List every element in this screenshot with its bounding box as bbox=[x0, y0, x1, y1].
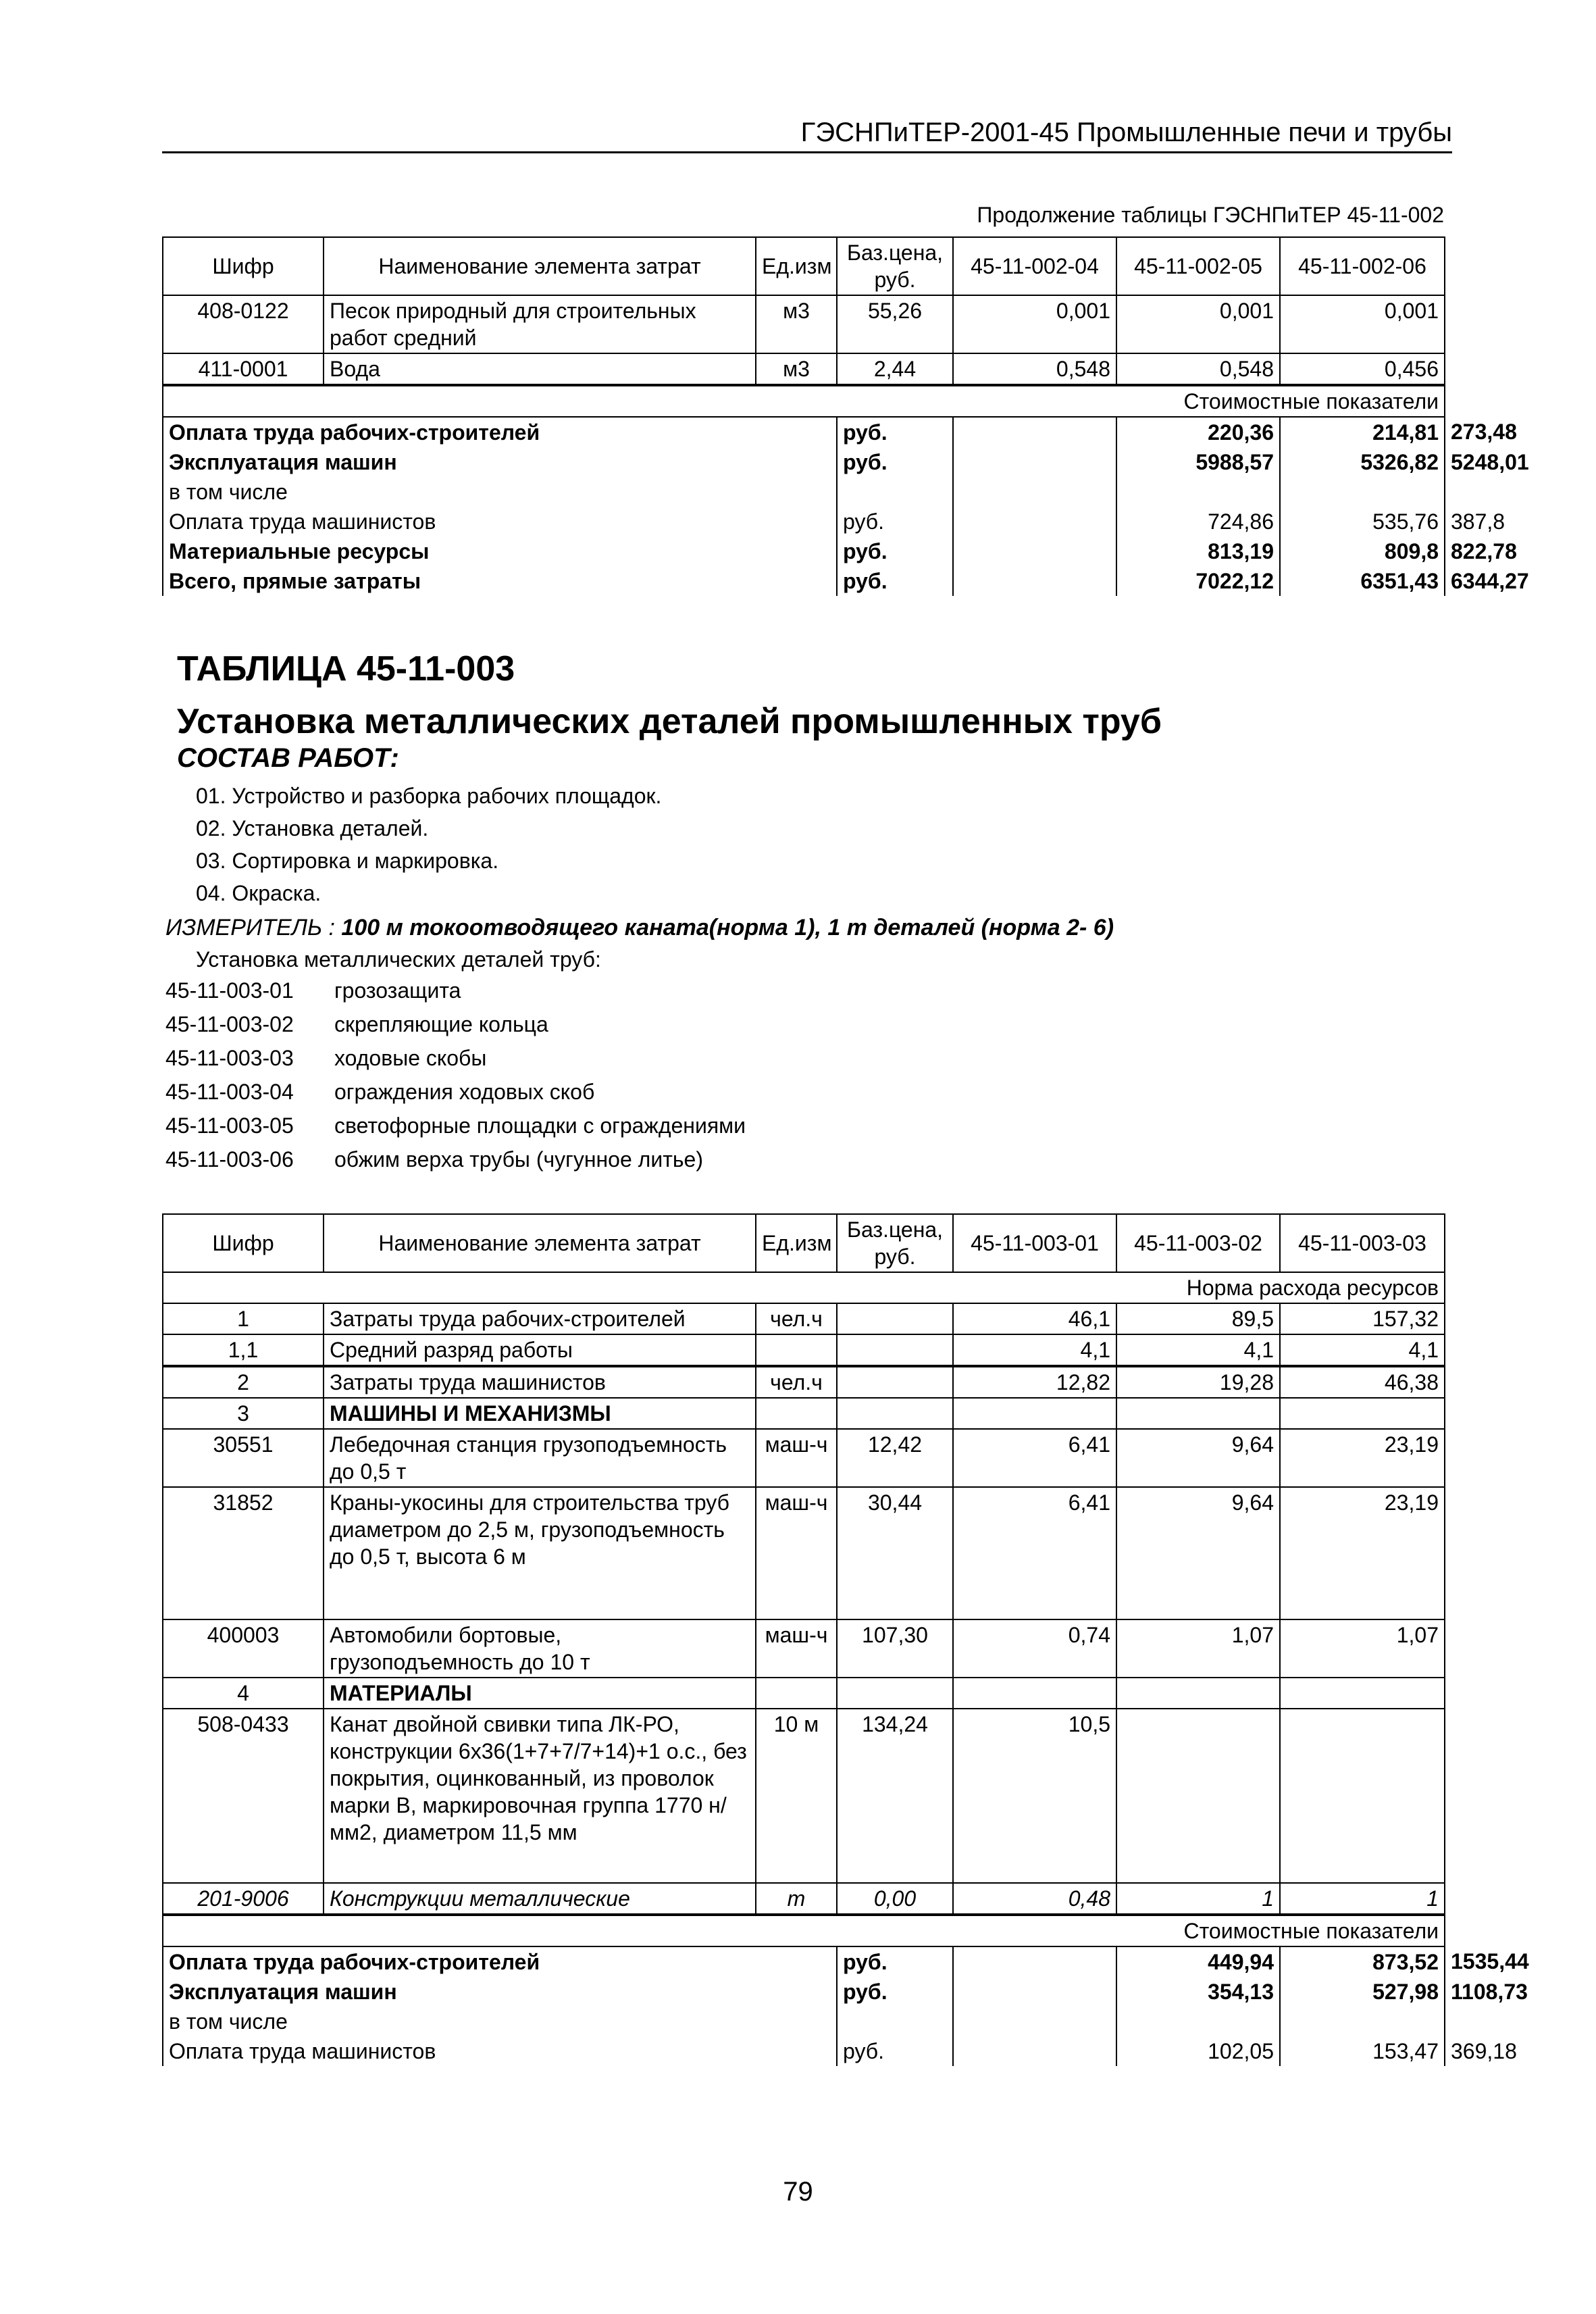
cost-unit: руб. bbox=[837, 507, 953, 536]
col-header-price: Баз.цена, руб. bbox=[837, 1214, 953, 1272]
cost-row: Материальные ресурсы руб. 813,19 809,8 822,78 bbox=[163, 536, 1445, 566]
row-code: 30551 bbox=[163, 1429, 324, 1487]
row-value: 6,41 bbox=[953, 1429, 1116, 1487]
col-header-price: Баз.цена, руб. bbox=[837, 237, 953, 295]
row-price bbox=[837, 1678, 953, 1709]
cost-value: 873,52 bbox=[1280, 1946, 1445, 1977]
row-unit: маш-ч bbox=[756, 1487, 837, 1619]
install-intro: Установка металлических деталей труб: bbox=[196, 947, 601, 972]
col-header-norm: 45-11-002-05 bbox=[1116, 237, 1280, 295]
row-code: 2 bbox=[163, 1366, 324, 1398]
row-value: 0,548 bbox=[953, 353, 1116, 385]
norm-code: 45-11-003-03 bbox=[165, 1046, 294, 1070]
row-code: 408-0122 bbox=[163, 295, 324, 353]
col-header-norm: 45-11-003-03 bbox=[1280, 1214, 1445, 1272]
norm-code-desc: обжим верха трубы (чугунное литье) bbox=[334, 1147, 703, 1172]
row-name: МАШИНЫ И МЕХАНИЗМЫ bbox=[324, 1398, 756, 1429]
row-unit: м3 bbox=[756, 295, 837, 353]
row-value: 89,5 bbox=[1116, 1303, 1280, 1334]
row-price: 55,26 bbox=[837, 295, 953, 353]
row-code: 31852 bbox=[163, 1487, 324, 1619]
cost-value: 527,98 bbox=[1280, 1977, 1445, 2007]
table-row bbox=[163, 353, 1445, 385]
row-price bbox=[837, 1303, 953, 1334]
norm-code: 45-11-003-04 bbox=[165, 1080, 294, 1104]
cost-unit: руб. bbox=[837, 2036, 953, 2066]
row-value bbox=[1116, 1398, 1280, 1429]
table-row bbox=[163, 1334, 1445, 1366]
row-value bbox=[1116, 1678, 1280, 1709]
row-unit: т bbox=[756, 1883, 837, 1915]
row-name: Конструкции металлические bbox=[324, 1883, 756, 1915]
cost-section-title: Стоимостные показатели bbox=[163, 385, 1445, 417]
norm-code-desc: грозозащита bbox=[334, 978, 461, 1003]
cost-empty bbox=[953, 2007, 1116, 2036]
cost-value: 809,8 bbox=[1280, 536, 1445, 566]
cost-empty bbox=[953, 566, 1116, 596]
row-value: 12,82 bbox=[953, 1366, 1116, 1398]
cost-value: 813,19 bbox=[1116, 536, 1280, 566]
row-unit: 10 м bbox=[756, 1709, 837, 1883]
row-code: 4 bbox=[163, 1678, 324, 1709]
cost-empty bbox=[953, 417, 1116, 447]
cost-value: 153,47 bbox=[1280, 2036, 1445, 2066]
cost-value: 220,36 bbox=[1116, 417, 1280, 447]
table-row bbox=[163, 1619, 1445, 1678]
table-row bbox=[163, 1487, 1445, 1619]
table-row bbox=[163, 1883, 1445, 1915]
table-number-title: ТАБЛИЦА 45-11-003 bbox=[177, 649, 515, 688]
row-price: 30,44 bbox=[837, 1487, 953, 1619]
cost-row: Эксплуатация машин руб. 354,13 527,98 1108,73 bbox=[163, 1977, 1445, 2007]
col-header-name: Наименование элемента затрат bbox=[324, 237, 756, 295]
row-code: 400003 bbox=[163, 1619, 324, 1678]
row-price: 107,30 bbox=[837, 1619, 953, 1678]
measure-line bbox=[165, 915, 1114, 941]
row-value: 0,001 bbox=[953, 295, 1116, 353]
row-price: 12,42 bbox=[837, 1429, 953, 1487]
row-value: 4,1 bbox=[1280, 1334, 1445, 1366]
norm-code-desc: скрепляющие кольца bbox=[334, 1012, 548, 1036]
norm-code: 45-11-003-02 bbox=[165, 1012, 294, 1036]
cost-label: Эксплуатация машин bbox=[163, 1977, 837, 2007]
cost-unit: руб. bbox=[837, 1977, 953, 2007]
row-price bbox=[837, 1334, 953, 1366]
cost-row: Эксплуатация машин руб. 5988,57 5326,82 5248,01 bbox=[163, 447, 1445, 477]
norm-code-item bbox=[165, 1113, 746, 1147]
cost-row: Оплата труда рабочих-строителей руб. 449,94 873,52 1535,44 bbox=[163, 1946, 1445, 1977]
row-unit: маш-ч bbox=[756, 1619, 837, 1678]
row-price bbox=[837, 1366, 953, 1398]
col-header-norm: 45-11-003-02 bbox=[1116, 1214, 1280, 1272]
row-value bbox=[1280, 1398, 1445, 1429]
cost-label: Оплата труда машинистов bbox=[163, 507, 837, 536]
norm-code: 45-11-003-01 bbox=[165, 978, 294, 1003]
row-code: 1,1 bbox=[163, 1334, 324, 1366]
cost-value: 724,86 bbox=[1116, 507, 1280, 536]
norm-code-list bbox=[165, 978, 746, 1181]
cost-row: Оплата труда машинистов руб. 724,86 535,76 387,8 bbox=[163, 507, 1445, 536]
row-value bbox=[1280, 1709, 1445, 1883]
row-name: Лебедочная станция грузоподъемность до 0,5 т bbox=[324, 1429, 756, 1487]
row-name: Канат двойной свивки типа ЛК-РО, конструкции 6х36(1+7+7/7+14)+1 о.с., без покрытия, оцинкованный, из проволок марки В, маркировочная группа 1770 н/мм2, диаметром 11,5 мм bbox=[324, 1709, 756, 1883]
col-header-norm: 45-11-003-01 bbox=[953, 1214, 1116, 1272]
table-row bbox=[163, 1303, 1445, 1334]
cost-value bbox=[1280, 477, 1445, 507]
row-code: 3 bbox=[163, 1398, 324, 1429]
row-value: 9,64 bbox=[1116, 1429, 1280, 1487]
cost-section-title: Стоимостные показатели bbox=[163, 1915, 1445, 1946]
cost-unit: руб. bbox=[837, 1946, 953, 1977]
cost-unit: руб. bbox=[837, 417, 953, 447]
norm-code-desc: ходовые скобы bbox=[334, 1046, 487, 1070]
row-value: 0,74 bbox=[953, 1619, 1116, 1678]
row-value: 0,548 bbox=[1116, 353, 1280, 385]
row-value: 46,38 bbox=[1280, 1366, 1445, 1398]
row-value: 1 bbox=[1116, 1883, 1280, 1915]
cost-empty bbox=[953, 507, 1116, 536]
row-value: 4,1 bbox=[1116, 1334, 1280, 1366]
row-value: 1,07 bbox=[1116, 1619, 1280, 1678]
row-value: 10,5 bbox=[953, 1709, 1116, 1883]
cost-empty bbox=[953, 477, 1116, 507]
cost-value: 449,94 bbox=[1116, 1946, 1280, 1977]
row-value: 0,456 bbox=[1280, 353, 1445, 385]
row-name: МАТЕРИАЛЫ bbox=[324, 1678, 756, 1709]
cost-empty bbox=[953, 2036, 1116, 2066]
col-header-code: Шифр bbox=[163, 237, 324, 295]
cost-unit bbox=[837, 477, 953, 507]
col-header-unit: Ед.изм bbox=[756, 1214, 837, 1272]
row-value bbox=[1280, 1678, 1445, 1709]
row-name: Вода bbox=[324, 353, 756, 385]
measure-label: ИЗМЕРИТЕЛЬ : bbox=[165, 915, 335, 940]
cost-unit: руб. bbox=[837, 447, 953, 477]
norm-section-title: Норма расхода ресурсов bbox=[163, 1272, 1445, 1303]
row-name: Автомобили бортовые, грузоподъемность до 10 т bbox=[324, 1619, 756, 1678]
row-value: 23,19 bbox=[1280, 1429, 1445, 1487]
cost-label: в том числе bbox=[163, 477, 837, 507]
row-unit bbox=[756, 1678, 837, 1709]
work-item: 01. Устройство и разборка рабочих площадок. bbox=[196, 784, 662, 808]
row-value bbox=[1116, 1709, 1280, 1883]
row-value: 19,28 bbox=[1116, 1366, 1280, 1398]
row-value: 46,1 bbox=[953, 1303, 1116, 1334]
cost-value bbox=[1116, 2007, 1280, 2036]
row-name: Затраты труда машинистов bbox=[324, 1366, 756, 1398]
cost-row bbox=[163, 477, 1445, 507]
table-row bbox=[163, 1398, 1445, 1429]
row-price: 0,00 bbox=[837, 1883, 953, 1915]
cost-row: Оплата труда рабочих-строителей руб. 220,36 214,81 273,48 bbox=[163, 417, 1445, 447]
cost-value: 354,13 bbox=[1116, 1977, 1280, 2007]
cost-unit: руб. bbox=[837, 536, 953, 566]
work-item: 02. Установка деталей. bbox=[196, 816, 429, 840]
resource-table-45-11-002 bbox=[162, 236, 1529, 596]
row-value: 0,001 bbox=[1116, 295, 1280, 353]
row-name: Средний разряд работы bbox=[324, 1334, 756, 1366]
cost-value bbox=[1280, 2007, 1445, 2036]
row-value: 0,001 bbox=[1280, 295, 1445, 353]
cost-value: 5988,57 bbox=[1116, 447, 1280, 477]
norm-code-item bbox=[165, 978, 746, 1012]
norm-code-item bbox=[165, 1080, 746, 1113]
row-code: 411-0001 bbox=[163, 353, 324, 385]
table-row bbox=[163, 295, 1445, 353]
row-value: 1 bbox=[1280, 1883, 1445, 1915]
cost-label: Эксплуатация машин bbox=[163, 447, 837, 477]
cost-row: Всего, прямые затраты руб. 7022,12 6351,43 6344,27 bbox=[163, 566, 1445, 596]
cost-value: 214,81 bbox=[1280, 417, 1445, 447]
cost-empty bbox=[953, 1977, 1116, 2007]
page-number: 79 bbox=[783, 2177, 813, 2207]
norm-code-item bbox=[165, 1012, 746, 1046]
table-row bbox=[163, 1429, 1445, 1487]
cost-value: 7022,12 bbox=[1116, 566, 1280, 596]
table-continuation-note: Продолжение таблицы ГЭСНПиТЕР 45-11-002 bbox=[977, 203, 1444, 227]
cost-row bbox=[163, 2007, 1445, 2036]
row-value: 157,32 bbox=[1280, 1303, 1445, 1334]
measure-text: 100 м токоотводящего каната(норма 1), 1 т деталей (норма 2- 6) bbox=[341, 915, 1114, 940]
work-composition-heading: СОСТАВ РАБОТ: bbox=[177, 743, 399, 773]
cost-value: 5326,82 bbox=[1280, 447, 1445, 477]
page-header: ГЭСНПиТЕР-2001-45 Промышленные печи и трубы bbox=[162, 114, 1452, 153]
row-value bbox=[953, 1678, 1116, 1709]
table-row bbox=[163, 1678, 1445, 1709]
cost-empty bbox=[953, 447, 1116, 477]
cost-empty bbox=[953, 1946, 1116, 1977]
col-header-code: Шифр bbox=[163, 1214, 324, 1272]
cost-label: Материальные ресурсы bbox=[163, 536, 837, 566]
row-unit: чел.ч bbox=[756, 1366, 837, 1398]
cost-label: Всего, прямые затраты bbox=[163, 566, 837, 596]
cost-label: Оплата труда рабочих-строителей bbox=[163, 417, 837, 447]
cost-unit: руб. bbox=[837, 566, 953, 596]
work-item: 04. Окраска. bbox=[196, 881, 321, 905]
row-name: Песок природный для строительных работ средний bbox=[324, 295, 756, 353]
row-value: 23,19 bbox=[1280, 1487, 1445, 1619]
row-value: 1,07 bbox=[1280, 1619, 1445, 1678]
norm-code-desc: ограждения ходовых скоб bbox=[334, 1080, 595, 1104]
row-value: 6,41 bbox=[953, 1487, 1116, 1619]
row-price bbox=[837, 1398, 953, 1429]
table-subject-title: Установка металлических деталей промышленных труб bbox=[177, 702, 1162, 741]
cost-label: Оплата труда рабочих-строителей bbox=[163, 1946, 837, 1977]
row-unit bbox=[756, 1334, 837, 1366]
row-code: 1 bbox=[163, 1303, 324, 1334]
row-unit bbox=[756, 1398, 837, 1429]
cost-row: Оплата труда машинистов руб. 102,05 153,47 369,18 bbox=[163, 2036, 1445, 2066]
cost-value bbox=[1116, 477, 1280, 507]
norm-code: 45-11-003-05 bbox=[165, 1113, 294, 1138]
row-unit: м3 bbox=[756, 353, 837, 385]
row-price: 2,44 bbox=[837, 353, 953, 385]
cost-unit bbox=[837, 2007, 953, 2036]
row-code: 201-9006 bbox=[163, 1883, 324, 1915]
row-unit: маш-ч bbox=[756, 1429, 837, 1487]
cost-label: в том числе bbox=[163, 2007, 837, 2036]
table-row bbox=[163, 1709, 1445, 1883]
norm-code-desc: светофорные площадки с ограждениями bbox=[334, 1113, 746, 1138]
cost-value: 102,05 bbox=[1116, 2036, 1280, 2066]
col-header-norm: 45-11-002-06 bbox=[1280, 237, 1445, 295]
col-header-name: Наименование элемента затрат bbox=[324, 1214, 756, 1272]
row-value: 0,48 bbox=[953, 1883, 1116, 1915]
norm-code-item bbox=[165, 1147, 746, 1181]
table-row bbox=[163, 1366, 1445, 1398]
row-name: Краны-укосины для строительства труб диаметром до 2,5 м, грузоподъемность до 0,5 т, высота 6 м bbox=[324, 1487, 756, 1619]
col-header-unit: Ед.изм bbox=[756, 237, 837, 295]
row-unit: чел.ч bbox=[756, 1303, 837, 1334]
row-value bbox=[953, 1398, 1116, 1429]
row-value: 9,64 bbox=[1116, 1487, 1280, 1619]
row-value: 4,1 bbox=[953, 1334, 1116, 1366]
work-item: 03. Сортировка и маркировка. bbox=[196, 849, 499, 873]
cost-empty bbox=[953, 536, 1116, 566]
cost-value: 535,76 bbox=[1280, 507, 1445, 536]
cost-label: Оплата труда машинистов bbox=[163, 2036, 837, 2066]
cost-value: 6351,43 bbox=[1280, 566, 1445, 596]
row-name: Затраты труда рабочих-строителей bbox=[324, 1303, 756, 1334]
col-header-norm: 45-11-002-04 bbox=[953, 237, 1116, 295]
norm-code-item bbox=[165, 1046, 746, 1080]
row-code: 508-0433 bbox=[163, 1709, 324, 1883]
row-price: 134,24 bbox=[837, 1709, 953, 1883]
norm-code: 45-11-003-06 bbox=[165, 1147, 294, 1172]
resource-table-45-11-003 bbox=[162, 1213, 1529, 2066]
